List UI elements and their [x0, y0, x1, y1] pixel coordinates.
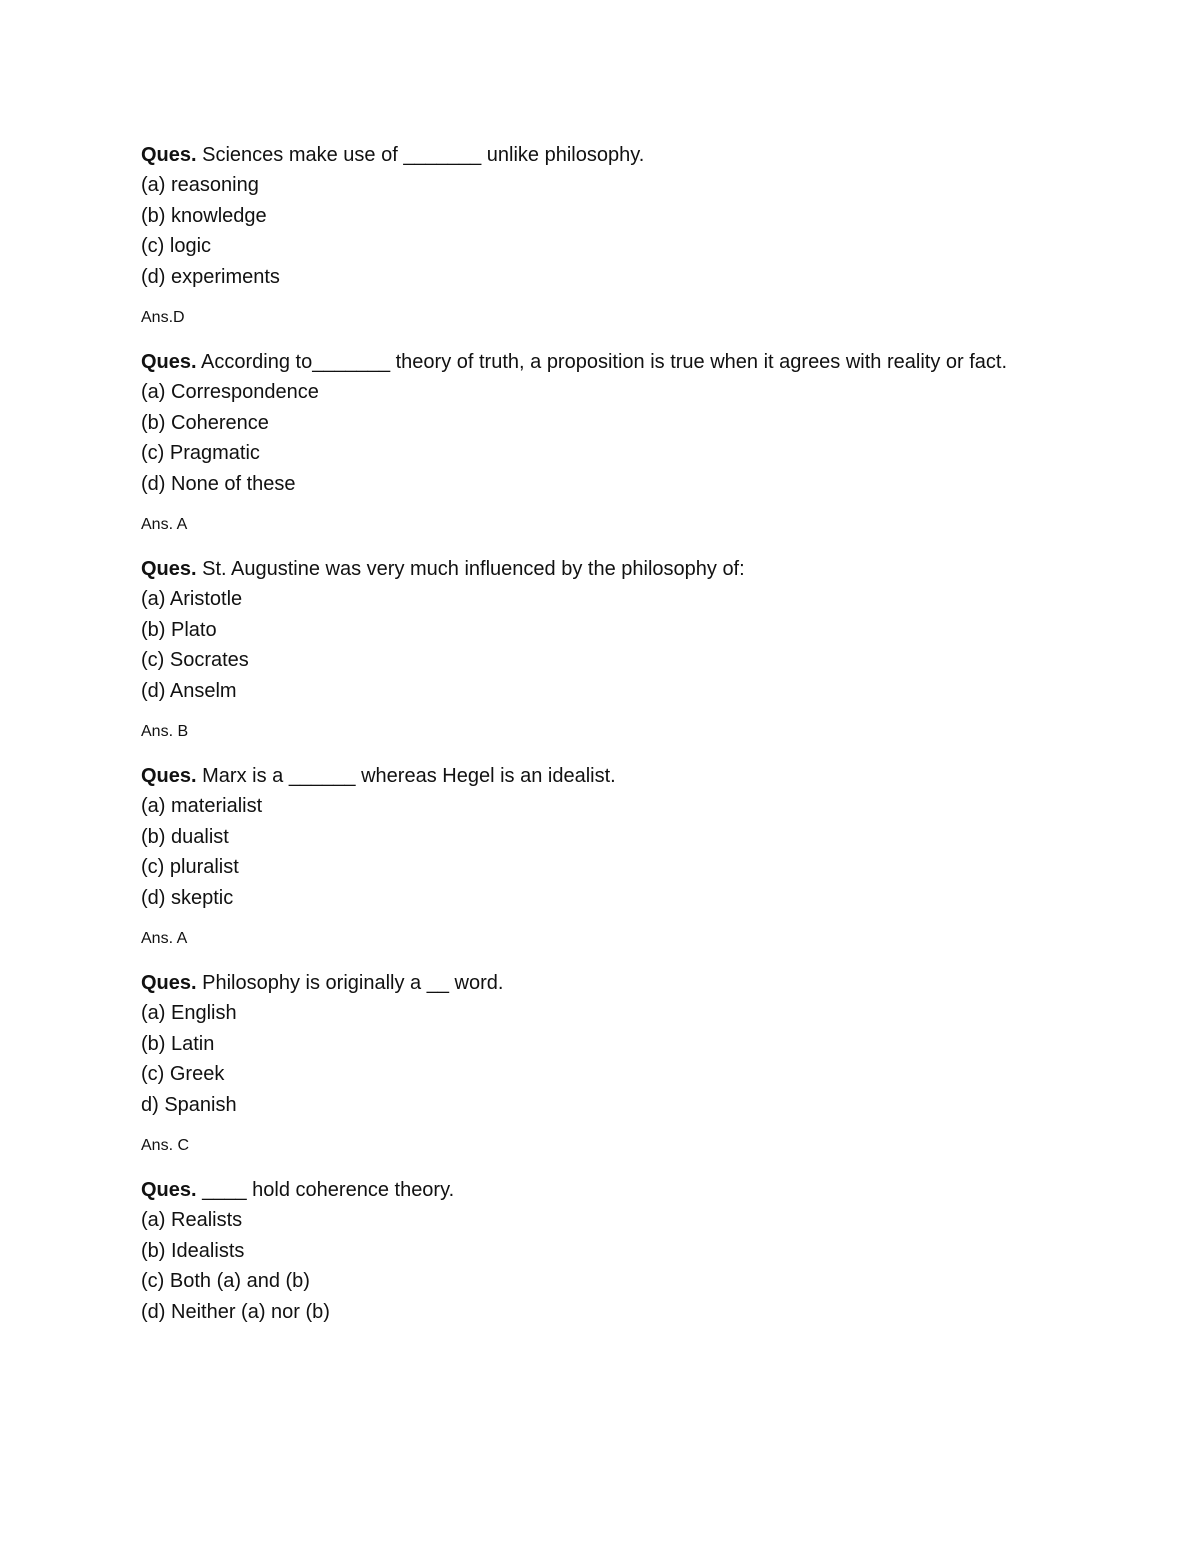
option-c: (c) Pragmatic [141, 442, 260, 464]
option-a: (a) Realists [141, 1209, 243, 1231]
question-prefix: Ques. [141, 144, 197, 166]
option-d: (d) experiments [141, 265, 280, 288]
option-d: (d) skeptic [141, 886, 234, 909]
option-c: (c) Both (a) and (b) [141, 1270, 310, 1292]
option-b: (b) Latin [141, 1032, 215, 1055]
question-prefix: Ques. [141, 765, 197, 787]
question-prefix: Ques. [141, 558, 197, 580]
question-body: ____ hold coherence theory. [196, 1179, 455, 1201]
option-a: (a) Correspondence [141, 381, 319, 403]
question-prefix: Ques. [141, 1179, 197, 1201]
question-text [141, 554, 1041, 584]
answer: Ans. A [141, 516, 188, 533]
option-b: (b) Coherence [141, 411, 269, 434]
question-body: Marx is a ______ whereas Hegel is an idealist. [196, 765, 616, 787]
question-body: According to_______ theory of truth, a proposition is true when it agrees with reality or fact. [196, 351, 1008, 373]
option-c: (c) Socrates [141, 649, 249, 671]
option-a: (a) English [141, 1002, 237, 1024]
option-c: (c) Greek [141, 1063, 225, 1085]
question-block-1 [141, 140, 1041, 328]
option-d: (d) Neither (a) nor (b) [141, 1300, 330, 1323]
option-b: (b) Plato [141, 618, 217, 641]
question-text [141, 968, 1041, 998]
question-block-6 [141, 1175, 1041, 1327]
question-text [141, 1175, 1041, 1205]
question-block-4 [141, 761, 1041, 949]
answer: Ans. C [141, 1137, 190, 1154]
question-block-2 [141, 347, 1041, 535]
question-block-5 [141, 968, 1041, 1156]
question-prefix: Ques. [141, 351, 197, 373]
document-page [141, 140, 1041, 1327]
question-text [141, 761, 1041, 791]
option-c: (c) pluralist [141, 856, 239, 878]
answer: Ans.D [141, 309, 185, 326]
option-b: (b) dualist [141, 825, 229, 848]
question-text [141, 347, 1041, 377]
option-b: (b) Idealists [141, 1239, 245, 1262]
question-block-3 [141, 554, 1041, 742]
option-c: (c) logic [141, 235, 212, 257]
option-a: (a) reasoning [141, 174, 259, 196]
answer: Ans. A [141, 930, 188, 947]
question-body: Philosophy is originally a __ word. [196, 972, 504, 994]
option-a: (a) Aristotle [141, 588, 243, 610]
option-d: d) Spanish [141, 1093, 237, 1116]
question-text [141, 140, 1041, 170]
option-d: (d) Anselm [141, 679, 237, 702]
option-b: (b) knowledge [141, 204, 267, 227]
option-d: (d) None of these [141, 472, 296, 495]
question-body: St. Augustine was very much influenced by the philosophy of: [196, 558, 745, 580]
question-prefix: Ques. [141, 972, 197, 994]
answer: Ans. B [141, 723, 189, 740]
option-a: (a) materialist [141, 795, 263, 817]
question-body: Sciences make use of _______ unlike philosophy. [196, 144, 645, 166]
